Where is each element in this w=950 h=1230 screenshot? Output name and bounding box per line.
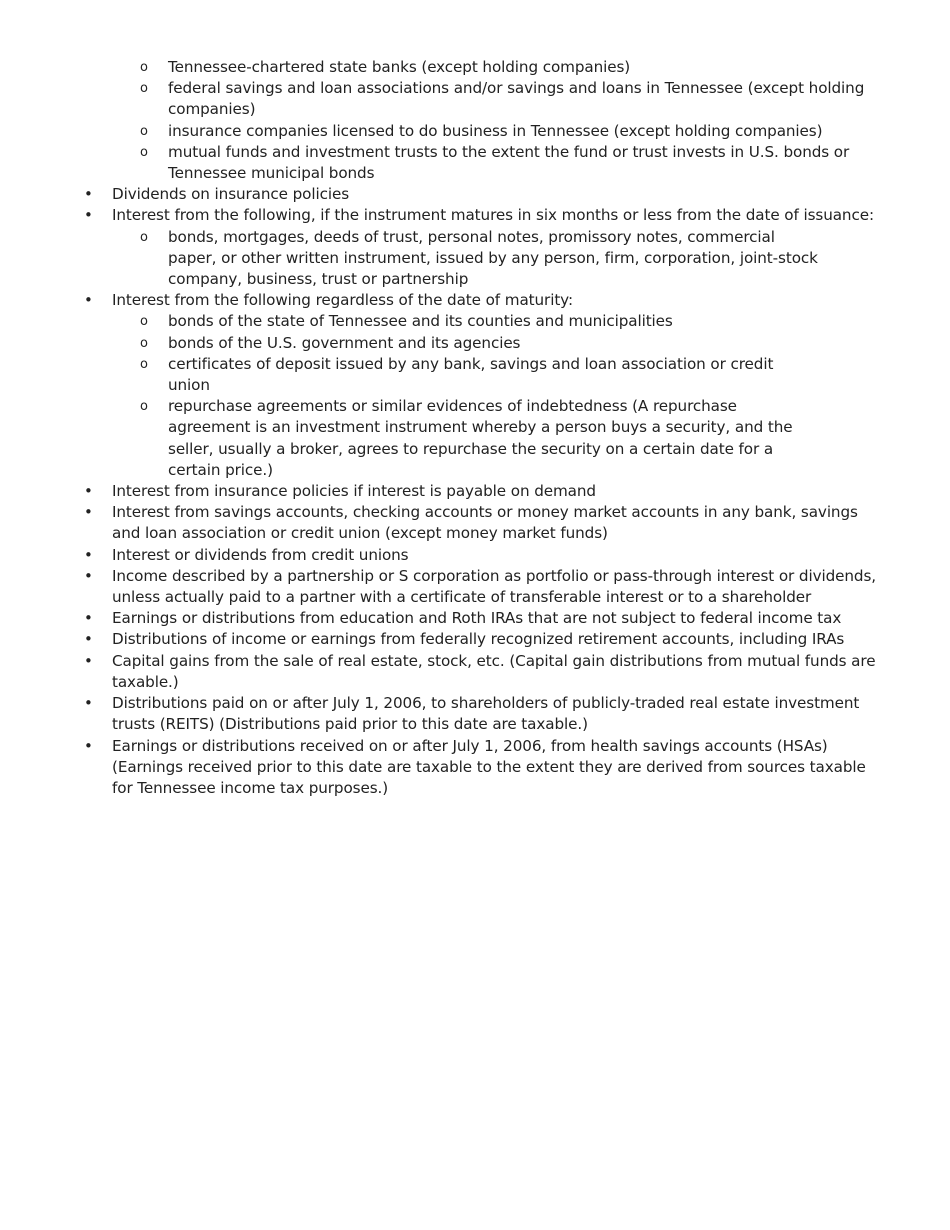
disc-bullet: • <box>84 566 93 585</box>
disc-bullet: • <box>84 545 93 564</box>
circle-bullet: o <box>140 314 148 330</box>
list-item <box>0 142 950 184</box>
disc-bullet: • <box>84 503 93 522</box>
list-item <box>0 290 950 481</box>
document-page <box>0 57 950 799</box>
disc-bullet: • <box>84 630 93 649</box>
disc-bullet: • <box>84 651 93 670</box>
circle-bullet: o <box>140 335 148 351</box>
list-item-text: insurance companies licensed to do business in Tennessee (except holding companies) <box>168 121 823 140</box>
nested-sub-list <box>112 311 884 481</box>
list-item <box>0 121 950 142</box>
list-item-text: Distributions of income or earnings from federally recognized retirement accounts, including IRAs <box>112 630 845 649</box>
list-item-text: Earnings or distributions from education and Roth IRAs that are not subject to federal income tax <box>112 609 842 628</box>
list-item <box>112 311 884 332</box>
list-item <box>112 354 884 396</box>
circle-bullet: o <box>140 144 148 160</box>
list-item <box>0 566 950 608</box>
disc-bullet: • <box>84 206 93 225</box>
disc-bullet: • <box>84 694 93 713</box>
disc-bullet: • <box>84 185 93 204</box>
list-item-text: federal savings and loan associations and/or savings and loans in Tennessee (except holding companies) <box>168 79 865 119</box>
list-item-text: certificates of deposit issued by any bank, savings and loan association or credit union <box>168 354 774 395</box>
list-item <box>0 693 950 735</box>
list-item-text: Dividends on insurance policies <box>112 185 350 204</box>
list-item <box>0 78 950 120</box>
list-item-text: Tennessee-chartered state banks (except holding companies) <box>168 58 631 76</box>
list-item-text: mutual funds and investment trusts to the extent the fund or trust invests in U.S. bonds or Tennessee municipal bonds <box>168 142 850 183</box>
list-item-text: bonds, mortgages, deeds of trust, personal notes, promissory notes, commercial paper, or other written instrument, issued by any person, firm, corporation, joint-stock company, business, trust or partnership <box>168 227 818 289</box>
circle-bullet: o <box>140 229 148 245</box>
circle-bullet: o <box>140 123 148 139</box>
list-item <box>112 227 884 291</box>
list-item-text: Interest from savings accounts, checking accounts or money market accounts in any bank, savings and loan association or credit union (except money market funds) <box>112 503 858 543</box>
list-item <box>0 608 950 629</box>
list-item-text: Interest from the following regardless of the date of maturity: <box>112 291 573 310</box>
circle-bullet: o <box>140 81 148 97</box>
list-item-text: repurchase agreements or similar evidences of indebtedness (A repurchase agreement is an investment instrument whereby a person buys a security, and the seller, usually a broker, agrees to repurchase the security on a certain date for a certain price.) <box>168 397 793 479</box>
list-item <box>0 184 950 205</box>
circle-bullet: o <box>140 356 148 372</box>
list-item-text: Interest from insurance policies if interest is payable on demand <box>112 482 596 501</box>
list-item-text: Distributions paid on or after July 1, 2006, to shareholders of publicly-traded real estate investment trusts (REITS) (Distributions paid prior to this date are taxable.) <box>112 694 860 734</box>
list-item <box>112 333 884 354</box>
main-bullet-list <box>0 184 950 799</box>
disc-bullet: • <box>84 609 93 628</box>
list-item-text: bonds of the U.S. government and its agencies <box>168 333 521 352</box>
list-item <box>0 57 950 78</box>
list-item <box>112 396 884 481</box>
continued-sub-list <box>0 57 950 184</box>
nested-sub-list <box>112 227 884 291</box>
circle-bullet: o <box>140 399 148 415</box>
list-item-text: Interest or dividends from credit unions <box>112 545 409 564</box>
list-item-text: Capital gains from the sale of real estate, stock, etc. (Capital gain distributions from mutual funds are taxable.) <box>112 651 876 691</box>
list-item <box>0 651 950 693</box>
list-item <box>0 545 950 566</box>
disc-bullet: • <box>84 291 93 310</box>
list-item-text: Income described by a partnership or S corporation as portfolio or pass-through interest or dividends, unless actually paid to a partner with a certificate of transferable interest or to a shareholder <box>112 566 876 607</box>
list-item <box>0 481 950 502</box>
list-item <box>0 736 950 800</box>
list-item-text: bonds of the state of Tennessee and its counties and municipalities <box>168 312 673 331</box>
disc-bullet: • <box>84 482 93 501</box>
list-item-text: Interest from the following, if the instrument matures in six months or less from the date of issuance: <box>112 206 874 225</box>
circle-bullet: o <box>140 60 148 75</box>
list-item-text: Earnings or distributions received on or after July 1, 2006, from health savings accounts (HSAs) (Earnings received prior to this date are taxable to the extent they are derived from sources taxable for Tennessee income tax purposes.) <box>112 736 866 797</box>
disc-bullet: • <box>84 736 93 755</box>
list-item <box>0 629 950 650</box>
list-item <box>0 502 950 544</box>
list-item <box>0 205 950 290</box>
